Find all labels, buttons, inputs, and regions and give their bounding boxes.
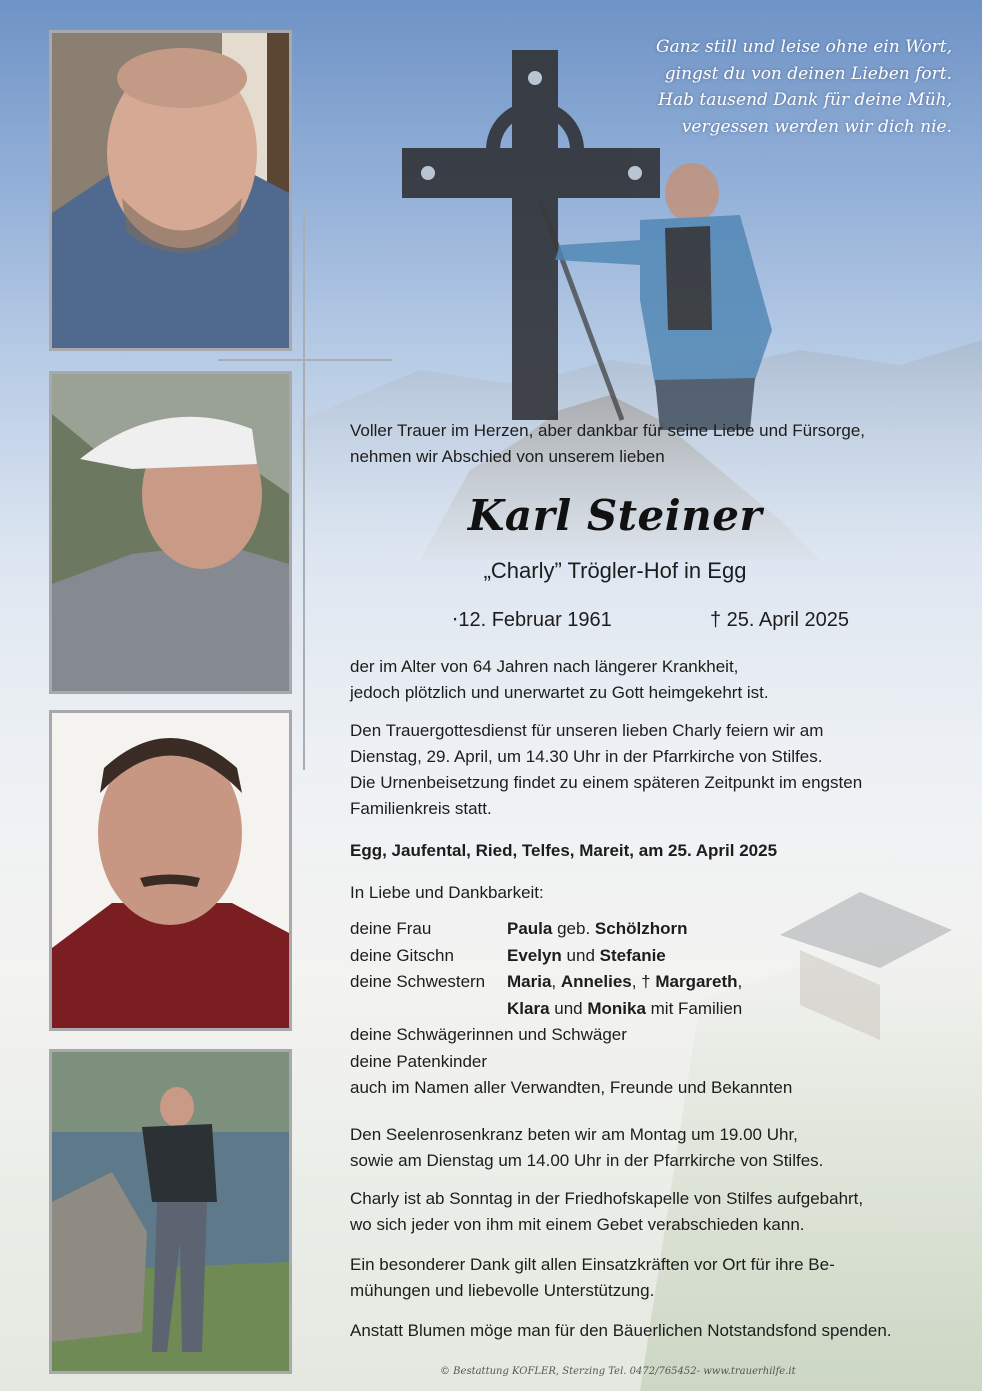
poem-line: Hab tausend Dank für deine Müh, [658,90,952,110]
relation-label: deine Schwestern [350,972,486,991]
family-row-sisters: deine Schwestern Maria, Annelies, † Margareth, [350,969,850,996]
poem-line: vergessen werden wir dich nie. [681,116,952,137]
rosary-line: Den Seelenrosenkranz beten wir am Montag um 19.00 Uhr, [350,1125,798,1144]
laid-out-line: wo sich jeder von ihm mit einem Gebet verabschieden kann. [350,1215,805,1234]
family-row-godchildren: deine Patenkinder [350,1051,488,1071]
thanks-line: mühungen und liebevolle Unterstützung. [350,1281,655,1300]
decorative-vertical-line [303,210,305,770]
decorative-horizontal-line [218,359,392,361]
funeral-line: Die Urnenbeisetzung findet zu einem späteren Zeitpunkt im engsten [350,773,863,792]
intro-line: Voller Trauer im Herzen, aber dankbar für seine Liebe und Fürsorge, [350,421,865,440]
sister-name: Monika [587,998,646,1018]
undertaker-footer: © Bestattung KOFLER, Sterzing Tel. 0472/765452- www.trauerhilfe.it [440,1366,796,1377]
deceased-name: Karl Steiner [467,491,763,540]
portrait-photo-2 [49,371,292,694]
wife-maiden-name: Schölzhorn [594,919,688,938]
sister-name: Klara [507,998,550,1018]
sister-name: Annelies [560,972,632,991]
place-date: Egg, Jaufental, Ried, Telfes, Mareit, am 25. April 2025 [350,841,778,860]
nickname-subtitle: „Charly” Trögler-Hof in Egg [483,558,747,583]
love-line: In Liebe und Dankbarkeit: [350,883,544,902]
portrait-photo-1 [49,30,292,351]
family-row-relatives: auch im Namen aller Verwandten, Freunde und Bekannten [350,1078,793,1097]
child-name: Evelyn [507,945,562,965]
family-row-inlaws: deine Schwägerinnen und Schwäger [350,1025,627,1044]
rosary-line: sowie am Dienstag um 14.00 Uhr in der Pfarrkirche von Stilfes. [350,1151,824,1170]
wife-name: Paula [507,919,553,938]
flowers-text: Anstatt Blumen möge man für den Bäuerlichen Notstandsfond spenden. [350,1321,892,1340]
passing-line: der im Alter von 64 Jahren nach längerer Krankheit, [350,657,739,676]
geb-label: geb. [552,919,595,938]
thanks-line: Ein besonderer Dank gilt allen Einsatzkräften vor Ort für ihre Be- [350,1255,835,1274]
thanks-text [350,1252,835,1304]
sister-name: Maria [507,972,552,991]
intro-line: nehmen wir Abschied von unserem lieben [350,447,665,466]
funeral-line: Familienkreis statt. [350,799,492,818]
passing-text [350,654,769,706]
funeral-line: Den Trauergottesdienst für unseren lieben Charly feiern wir am [350,721,824,740]
funeral-text [350,718,862,822]
laid-out-text [350,1186,863,1238]
laid-out-line: Charly ist ab Sonntag in der Friedhofskapelle von Stilfes aufgebahrt, [350,1189,864,1208]
death-date: † 25. April 2025 [710,609,849,631]
birth-date: ⋅12. Februar 1961 [452,609,612,631]
family-row-sisters-cont: Klara und Monika mit Familien [507,998,743,1018]
relation-label: deine Gitschn [350,945,454,965]
family-row-wife [350,916,850,943]
child-name: Stefanie [599,945,666,965]
rosary-text [350,1122,823,1174]
poem-line: gingst du von deinen Lieben fort. [664,63,952,84]
memorial-poem [600,34,952,140]
relation-label: deine Frau [350,919,432,938]
sister-name: Margareth [655,972,738,991]
portrait-photo-3 [49,710,292,1031]
family-row-children: deine Gitschn Evelyn und Stefanie [350,943,850,970]
family-list [350,916,850,1102]
intro-text [350,418,865,470]
passing-line: jedoch plötzlich und unerwartet zu Gott heimgekehrt ist. [350,683,769,702]
portrait-photo-4 [49,1049,292,1374]
poem-line: Ganz still und leise ohne ein Wort, [656,37,952,57]
funeral-line: Dienstag, 29. April, um 14.30 Uhr in der Pfarrkirche von Stilfes. [350,747,823,766]
